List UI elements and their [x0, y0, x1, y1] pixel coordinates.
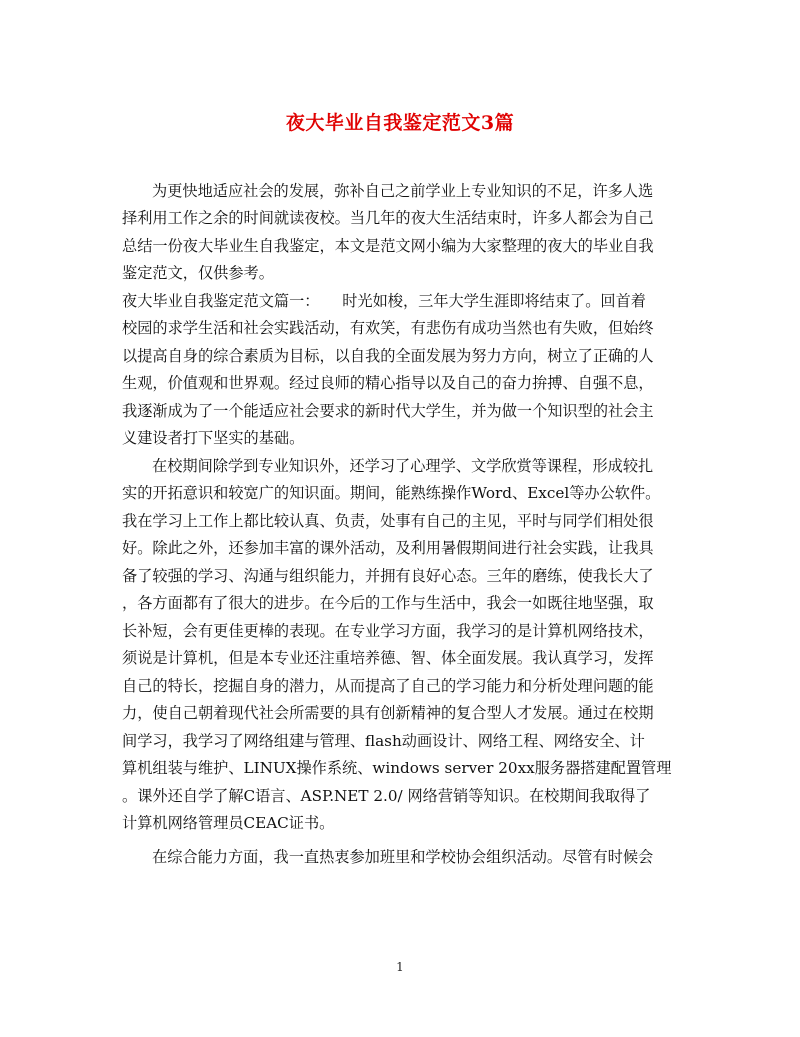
text-line: 。课外还自学了解C语言、ASP.NET 2.0/ 网络营销等知识。在校期间我取得了 — [122, 787, 651, 805]
text-line: 择利用工作之余的时间就读夜校。当几年的夜大生活结束时，许多人都会为自己 — [122, 209, 654, 227]
text-line: 长补短，会有更佳更棒的表现。在专业学习方面，我学习的是计算机网络技术， — [122, 622, 654, 640]
text-line: 须说是计算机，但是本专业还注重培养德、智、体全面发展。我认真学习，发挥 — [122, 649, 654, 667]
text-line: 在综合能力方面，我一直热衷参加班里和学校协会组织活动。尽管有时候会 — [152, 848, 654, 866]
text-line: 鉴定范文，仅供参考。 — [122, 264, 274, 282]
text-line: 力，使自己朝着现代社会所需要的具有创新精神的复合型人才发展。通过在校期 — [122, 704, 654, 722]
text-line: 好。除此之外，还参加丰富的课外活动，及利用暑假期间进行社会实践，让我具 — [122, 539, 654, 557]
text-line: ，各方面都有了很大的进步。在今后的工作与生活中，我会一如既往地坚强，取 — [122, 594, 654, 612]
text-line: 备了较强的学习、沟通与组织能力，并拥有良好心态。三年的磨练，使我长大了 — [122, 567, 654, 585]
text-line: 间学习，我学习了网络组建与管理、flash动画设计、网络工程、网络安全、计 — [122, 732, 645, 750]
text-line: 校园的求学生活和社会实践活动，有欢笑，有悲伤有成功当然也有失败，但始终 — [122, 319, 654, 337]
text-line: 夜大毕业自我鉴定范文篇一： 时光如梭，三年大学生涯即将结束了。回首着 — [122, 292, 646, 310]
text-line: 义建设者打下坚实的基础。 — [122, 429, 305, 447]
text-line: 为更快地适应社会的发展，弥补自己之前学业上专业知识的不足，许多人选 — [152, 182, 654, 200]
text-line: 总结一份夜大毕业生自我鉴定，本文是范文网小编为大家整理的夜大的毕业自我 — [122, 237, 654, 255]
text-line: 算机组装与维护、LINUX操作系统、windows server 20xx服务器搭建配置管理 — [122, 759, 672, 777]
text-line: 计算机网络管理员CEAC证书。 — [122, 814, 335, 832]
text-line: 在校期间除学到专业知识外，还学习了心理学、文学欣赏等课程，形成较扎 — [152, 457, 654, 475]
text-line: 生观，价值观和世界观。经过良师的精心指导以及自己的奋力拚搏、自强不息， — [122, 374, 654, 392]
document-title: 夜大毕业自我鉴定范文3篇 — [285, 112, 515, 134]
text-line: 实的开拓意识和较宽广的知识面。期间，能熟练操作Word、Excel等办公软件。 — [122, 484, 661, 502]
page-number: 1 — [396, 960, 404, 974]
text-line: 自己的特长，挖掘自身的潜力，从而提高了自己的学习能力和分析处理问题的能 — [122, 677, 654, 695]
text-line: 以提高自身的综合素质为目标，以自我的全面发展为努力方向，树立了正确的人 — [122, 347, 654, 365]
text-line: 我逐渐成为了一个能适应社会要求的新时代大学生，并为做一个知识型的社会主 — [122, 402, 654, 420]
text-line: 我在学习上工作上都比较认真、负责，处事有自己的主见，平时与同学们相处很 — [122, 512, 654, 530]
